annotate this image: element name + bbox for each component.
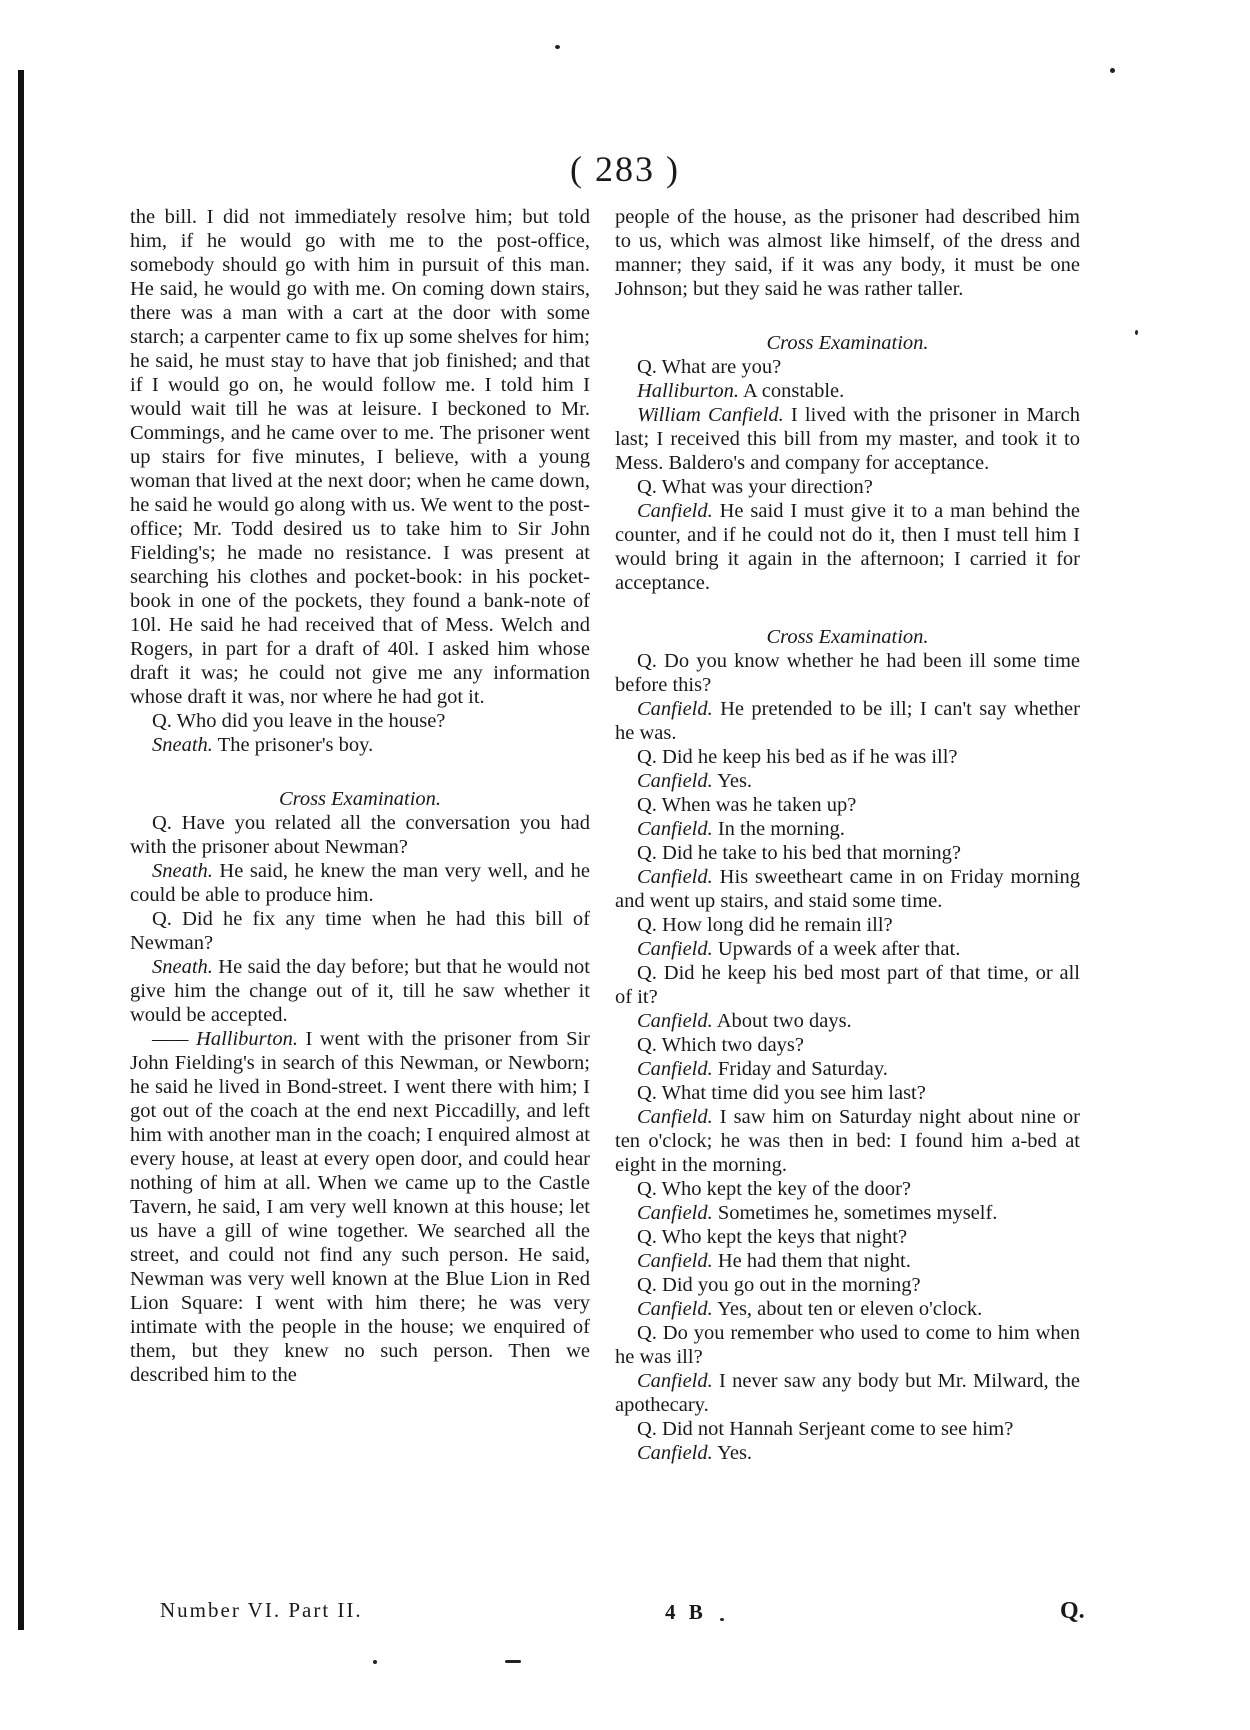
paragraph-text: Q. Who kept the key of the door? [637, 1178, 912, 1200]
text-paragraph [615, 697, 1080, 745]
text-paragraph [615, 1273, 1080, 1297]
text-paragraph [615, 769, 1080, 793]
text-paragraph [615, 961, 1080, 1009]
catchword: Q. [1060, 1598, 1085, 1624]
paragraph-text: He said I must give it to a man behind the counter, and if he could not do it, then I must tell him I would bring it again in the afternoon; I carried it for acceptance. [615, 500, 1080, 594]
ink-speck [505, 1660, 521, 1663]
paragraph-text: Q. What time did you see him last? [637, 1082, 926, 1104]
text-paragraph [615, 475, 1080, 499]
paragraph-text: Q. Did he keep his bed as if he was ill? [637, 746, 958, 768]
text-paragraph [615, 1081, 1080, 1105]
ink-speck [555, 45, 560, 49]
paragraph-text: About two days. [712, 1010, 852, 1032]
paragraph-text: I never saw any body but Mr. Milward, the apothecary. [615, 1370, 1080, 1416]
speaker-name: Canfield. [637, 1058, 713, 1080]
text-paragraph [130, 205, 590, 709]
text-paragraph [615, 1225, 1080, 1249]
paragraph-text: Q. Do you know whether he had been ill some time before this? [615, 650, 1080, 696]
text-paragraph [615, 205, 1080, 301]
paragraph-text: Cross Examination. [278, 788, 442, 810]
text-paragraph [130, 811, 590, 859]
paragraph-text: He said the day before; but that he would not give him the change out of it, till he saw whether it would be accepted. [130, 956, 590, 1026]
text-paragraph [615, 379, 1080, 403]
speaker-name: Canfield. [637, 818, 713, 840]
paragraph-text: Upwards of a week after that. [712, 938, 961, 960]
paragraph-text: Cross Examination. [766, 332, 929, 354]
section-gap [615, 595, 1080, 625]
speaker-name: Canfield. [637, 866, 713, 888]
right-column [615, 205, 1080, 1465]
paragraph-text: Q. How long did he remain ill? [637, 914, 893, 936]
speaker-name: Canfield. [637, 1298, 713, 1320]
speaker-name: Canfield. [637, 1442, 713, 1464]
text-paragraph [615, 1033, 1080, 1057]
section-heading [130, 787, 590, 811]
text-paragraph [615, 1057, 1080, 1081]
paragraph-text: Q. What was your direction? [637, 476, 873, 498]
paragraph-text: He pretended to be ill; I can't say whether he was. [615, 698, 1080, 744]
text-paragraph [130, 955, 590, 1027]
paragraph-text: He said, he knew the man very well, and he could be able to produce him. [130, 860, 590, 906]
text-paragraph [615, 1249, 1080, 1273]
speaker-name: Canfield. [637, 1370, 713, 1392]
text-paragraph [615, 817, 1080, 841]
signature-mark: 4 B [665, 1600, 707, 1624]
speaker-name: Canfield. [637, 698, 713, 720]
text-paragraph [615, 499, 1080, 595]
text-paragraph [615, 355, 1080, 379]
paragraph-text: Q. Did not Hannah Serjeant come to see him? [637, 1418, 1014, 1440]
paragraph-text: I saw him on Saturday night about nine or ten o'clock; he was then in bed: I found him a-bed at eight in the morning. [615, 1106, 1080, 1176]
ink-speck [1110, 68, 1115, 73]
paragraph-text: I lived with the prisoner in March last; I received this bill from my master, and took it to Mess. Baldero's and company for acceptance. [615, 404, 1080, 474]
paragraph-text: He had them that night. [712, 1250, 911, 1272]
text-paragraph [615, 1417, 1080, 1441]
speaker-name: Canfield. [637, 938, 713, 960]
paragraph-text: Yes, about ten or eleven o'clock. [712, 1298, 983, 1320]
speaker-name: Sneath. [152, 860, 213, 882]
section-heading [615, 625, 1080, 649]
text-paragraph [615, 1177, 1080, 1201]
text-paragraph [615, 1201, 1080, 1225]
ink-speck [1135, 330, 1138, 335]
paragraph-text: Friday and Saturday. [712, 1058, 888, 1080]
text-paragraph [615, 937, 1080, 961]
text-paragraph [615, 1369, 1080, 1417]
ink-speck [720, 1618, 724, 1621]
text-paragraph [615, 865, 1080, 913]
paragraph-text: The prisoner's boy. [212, 734, 374, 756]
paragraph-text: Q. Who did you leave in the house? [152, 710, 446, 732]
section-heading [615, 331, 1080, 355]
text-paragraph [615, 1321, 1080, 1369]
speaker-name: Canfield. [637, 770, 713, 792]
paragraph-text: Sometimes he, sometimes myself. [712, 1202, 998, 1224]
speaker-name: Canfield. [637, 500, 713, 522]
paragraph-text: A constable. [738, 380, 845, 402]
speaker-name: Sneath. [152, 734, 213, 756]
paragraph-text: Q. Did you go out in the morning? [637, 1274, 921, 1296]
paragraph-text: Q. Which two days? [637, 1034, 805, 1056]
paragraph-text: Q. Did he fix any time when he had this bill of Newman? [130, 908, 590, 954]
text-paragraph [615, 841, 1080, 865]
paragraph-text: Q. Did he take to his bed that morning? [637, 842, 961, 864]
text-paragraph [130, 907, 590, 955]
speaker-name: Canfield. [637, 1010, 713, 1032]
paragraph-text: Cross Examination. [766, 626, 929, 648]
ink-speck [373, 1660, 377, 1664]
binding-edge [18, 70, 24, 1630]
left-column [130, 205, 590, 1387]
text-paragraph [615, 1105, 1080, 1177]
text-paragraph [615, 745, 1080, 769]
paragraph-text: In the morning. [712, 818, 845, 840]
paragraph-text: Q. Have you related all the conversation you had with the prisoner about Newman? [130, 812, 590, 858]
speaker-name: Sneath. [152, 956, 213, 978]
paragraph-text: the bill. I did not immediately resolve him; but told him, if he would go with me to the post-office, somebody should go with him in pursuit of this man. He said, he would go with me. On coming down stairs, there was a man with a cart at the door with some starch; a carpenter came to fix up some shelves for him; he said, he must stay to have that job finished; and that if I would go on, he would follow me. I told him I would wait till he was at leisure. I beckoned to Mr. Commings, and he came over to me. The prisoner went up stairs for five minutes, I believe, with a young woman that lived at the next door; when he came down, he said he would go along with us. We went to the post-office; Mr. Todd desired us to take him to Sir John Fielding's; he made no resistance. I was present at searching his clothes and pocket-book: in his pocket-book in one of the pockets, they found a bank-note of 10l. He said he had received that of Mess. Welch and Rogers, in part for a draft of 40l. I asked him whose draft it was; he could not give me any information whose draft it was, nor where he had got it. [130, 206, 590, 708]
speaker-name: William Canfield. [637, 404, 784, 426]
text-paragraph [615, 913, 1080, 937]
paragraph-text: Q. Did he keep his bed most part of that time, or all of it? [615, 962, 1080, 1008]
text-paragraph [615, 1009, 1080, 1033]
paragraph-text: His sweetheart came in on Friday morning and went up stairs, and staid some time. [615, 866, 1080, 912]
section-gap [615, 301, 1080, 331]
section-gap [130, 757, 590, 787]
speaker-name: —— Halliburton. [152, 1028, 298, 1050]
paragraph-text: Q. Do you remember who used to come to him when he was ill? [615, 1322, 1080, 1368]
text-paragraph [615, 649, 1080, 697]
speaker-name: Canfield. [637, 1106, 713, 1128]
speaker-name: Halliburton. [637, 380, 739, 402]
text-paragraph [615, 793, 1080, 817]
speaker-name: Canfield. [637, 1250, 713, 1272]
paragraph-text: Q. What are you? [637, 356, 782, 378]
number-part-label: Number VI. Part II. [160, 1598, 363, 1622]
paragraph-text: Yes. [712, 770, 753, 792]
text-paragraph [130, 1027, 590, 1387]
paragraph-text: Q. Who kept the keys that night? [637, 1226, 908, 1248]
paragraph-text: people of the house, as the prisoner had described him to us, which was almost like himself, of the dress and manner; they said, if it was any body, it must be one Johnson; but they said he was rather taller. [615, 206, 1080, 300]
paragraph-text: Q. When was he taken up? [637, 794, 857, 816]
text-paragraph [130, 709, 590, 733]
paragraph-text: I went with the prisoner from Sir John Fielding's in search of this Newman, or Newborn; he said he lived in Bond-street. I went there with him; I got out of the coach at the end next Piccadilly, and left him with another man in the coach; I enquired almost at every house, at least at every open door, and could hear nothing of him at all. When we came up to the Castle Tavern, he said, I am very well known at this house; let us have a gill of wine together. We searched all the street, and could not find any such person. He said, Newman was very well known at the Blue Lion in Red Lion Square: I went with him there; he was very intimate with the people in the house; we enquired of them, but they knew no such person. Then we described him to the [130, 1028, 590, 1386]
text-paragraph [615, 1297, 1080, 1321]
text-paragraph [615, 1441, 1080, 1465]
speaker-name: Canfield. [637, 1202, 713, 1224]
page-number: ( 283 ) [570, 149, 680, 189]
text-paragraph [130, 733, 590, 757]
text-paragraph [130, 859, 590, 907]
paragraph-text: Yes. [712, 1442, 753, 1464]
text-paragraph [615, 403, 1080, 475]
